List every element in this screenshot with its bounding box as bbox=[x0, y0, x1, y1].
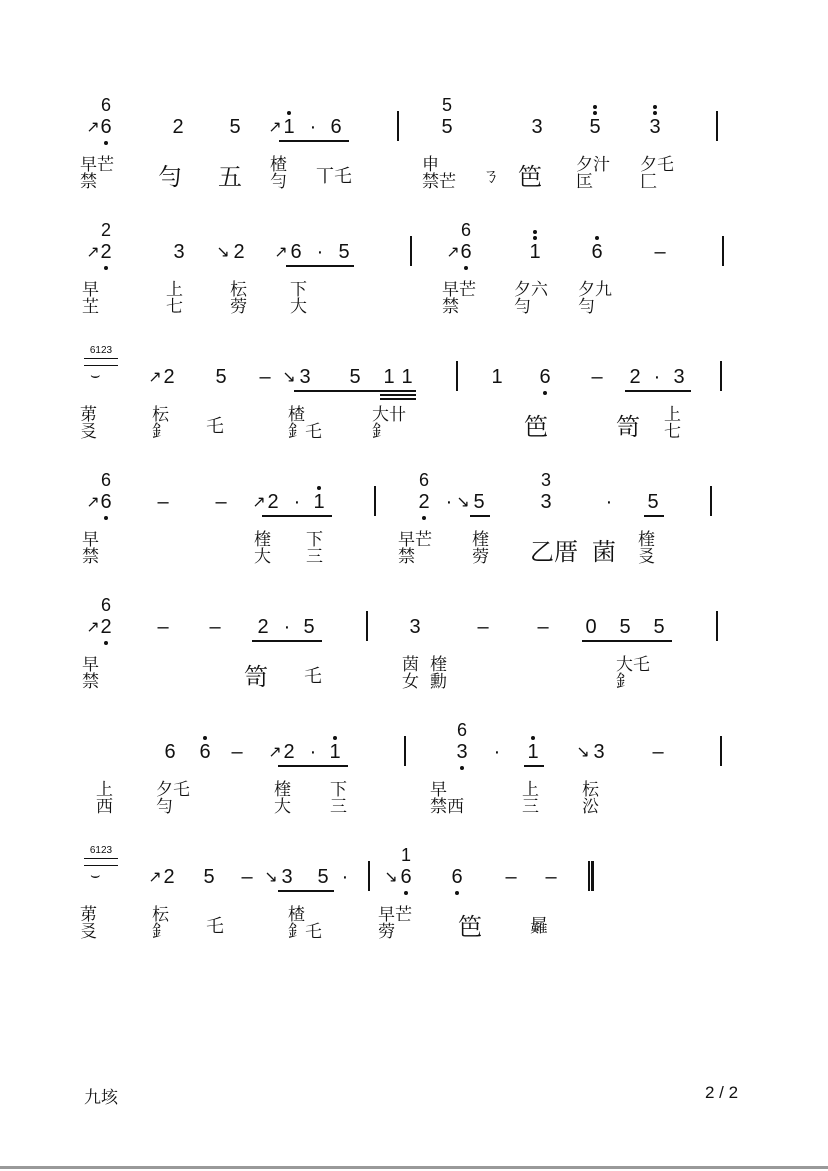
jianzi-row bbox=[0, 157, 828, 205]
slide-up-mark: ↗ bbox=[268, 119, 282, 136]
jianzi-char: 夕乇 勻 bbox=[156, 780, 190, 817]
note: 1 bbox=[329, 741, 341, 763]
note: 2 bbox=[267, 491, 279, 513]
upper-note: 6 bbox=[460, 220, 471, 240]
jianzi-char: 楂 勻 bbox=[270, 155, 287, 192]
note: – bbox=[231, 741, 243, 763]
barline bbox=[716, 111, 718, 141]
slide-up-mark: ↗ bbox=[148, 369, 162, 386]
note: 1 bbox=[401, 366, 413, 388]
upper-note: 3 bbox=[540, 470, 551, 490]
jianzi-char: 下 大 bbox=[290, 280, 307, 317]
jianzi-char: 楏 䓖 bbox=[472, 530, 489, 567]
beam-line bbox=[625, 390, 691, 392]
beam-line bbox=[380, 394, 416, 396]
jianzi-char: 下 三 bbox=[306, 530, 323, 567]
note: 6 bbox=[290, 241, 302, 263]
octave-dot bbox=[455, 891, 459, 895]
ornament-label: 6123 bbox=[89, 845, 113, 856]
ornament-curve: ⌣ bbox=[90, 367, 101, 384]
note: 5 bbox=[303, 616, 315, 638]
jianzi-char: 早 禁 bbox=[82, 655, 99, 692]
jianzi-char: 㬮 bbox=[530, 916, 548, 937]
note: 1 bbox=[491, 366, 503, 388]
octave-dot bbox=[203, 736, 207, 740]
note: 6 bbox=[400, 866, 412, 888]
note: 2 bbox=[163, 866, 175, 888]
jianzi-char: 笆 bbox=[524, 413, 548, 441]
note: · bbox=[309, 741, 317, 763]
octave-dot bbox=[460, 766, 464, 770]
barline bbox=[397, 111, 399, 141]
jianzi-char: 乙厝 bbox=[530, 538, 578, 566]
upper-note: 1 bbox=[400, 845, 411, 865]
note: 6 bbox=[164, 741, 176, 763]
note: 6 bbox=[591, 241, 603, 263]
upper-note: 6 bbox=[418, 470, 429, 490]
octave-dot bbox=[533, 236, 537, 240]
barline bbox=[720, 736, 722, 766]
jianzi-char: 上 七 bbox=[664, 405, 681, 442]
notation-row bbox=[0, 470, 828, 530]
note: · bbox=[605, 491, 613, 513]
note: 6 bbox=[451, 866, 463, 888]
note: 3 bbox=[456, 741, 468, 763]
notation-row bbox=[0, 595, 828, 655]
slide-up-mark: ↗ bbox=[86, 244, 100, 261]
jianzi-char: 夕乇 匚 bbox=[640, 155, 674, 192]
jianzi-char: 楏 勳 bbox=[430, 655, 447, 692]
jianzi-char: ㄋ bbox=[482, 166, 500, 187]
slide-down-mark: ↘ bbox=[456, 494, 470, 511]
note: 6 bbox=[460, 241, 472, 263]
note: 2 bbox=[100, 241, 112, 263]
barline bbox=[720, 361, 722, 391]
jianzi-char: 楂 釒乇 bbox=[288, 905, 322, 942]
upper-note: 6 bbox=[100, 595, 111, 615]
note: · bbox=[653, 366, 661, 388]
jianzi-char: 上 七 bbox=[166, 280, 183, 317]
slide-up-mark: ↗ bbox=[148, 869, 162, 886]
page-number: 2 / 2 bbox=[705, 1083, 739, 1102]
octave-dot bbox=[533, 230, 537, 234]
barline bbox=[404, 736, 406, 766]
score-system-6 bbox=[0, 720, 828, 830]
jianzi-char: 夕六 勻 bbox=[514, 280, 548, 317]
note: 6 bbox=[100, 116, 112, 138]
score-system-7 bbox=[0, 845, 828, 955]
beam-line bbox=[582, 640, 672, 642]
octave-dot bbox=[404, 891, 408, 895]
note: – bbox=[477, 616, 489, 638]
octave-dot bbox=[104, 266, 108, 270]
note: 1 bbox=[527, 741, 539, 763]
jianzi-char: 丅乇 bbox=[316, 166, 352, 187]
barline bbox=[366, 611, 368, 641]
notation-row bbox=[0, 345, 828, 405]
note: – bbox=[157, 491, 169, 513]
note: – bbox=[652, 741, 664, 763]
octave-dot bbox=[593, 105, 597, 109]
note: 6 bbox=[330, 116, 342, 138]
slide-down-mark: ↘ bbox=[264, 869, 278, 886]
note: – bbox=[654, 241, 666, 263]
note: · bbox=[493, 741, 501, 763]
note: 5 bbox=[473, 491, 485, 513]
jianzi-char: 乇 bbox=[206, 916, 224, 937]
piece-title: 九垓 bbox=[84, 1088, 118, 1108]
note: 5 bbox=[317, 866, 329, 888]
slide-down-mark: ↘ bbox=[282, 369, 296, 386]
jianzi-char: 乇 bbox=[206, 416, 224, 437]
beam-line bbox=[294, 390, 416, 392]
jianzi-char: 早 禁 bbox=[82, 530, 99, 567]
octave-dot bbox=[464, 266, 468, 270]
beam-line bbox=[262, 515, 332, 517]
jianzi-char: 乇 bbox=[304, 666, 322, 687]
note: 3 bbox=[281, 866, 293, 888]
jianzi-char: 五 bbox=[218, 163, 242, 191]
beam-line bbox=[252, 640, 322, 642]
note: 2 bbox=[418, 491, 430, 513]
slide-up-mark: ↗ bbox=[86, 494, 100, 511]
barline bbox=[410, 236, 412, 266]
ornament-curve: ⌣ bbox=[90, 867, 101, 884]
jianzi-char: 早芒 禁 bbox=[442, 280, 476, 317]
octave-dot bbox=[653, 111, 657, 115]
note: · bbox=[309, 116, 317, 138]
score-system-5 bbox=[0, 595, 828, 705]
note: · bbox=[293, 491, 301, 513]
notation-row bbox=[0, 845, 828, 905]
octave-dot bbox=[531, 736, 535, 740]
note: 3 bbox=[409, 616, 421, 638]
note: 1 bbox=[313, 491, 325, 513]
jianzi-char: 大卄 釒 bbox=[372, 405, 406, 442]
octave-dot bbox=[653, 105, 657, 109]
note: 6 bbox=[539, 366, 551, 388]
upper-note: 5 bbox=[441, 95, 452, 115]
slide-up-mark: ↗ bbox=[86, 619, 100, 636]
note: 0 bbox=[585, 616, 597, 638]
note: 6 bbox=[199, 741, 211, 763]
octave-dot bbox=[333, 736, 337, 740]
note: – bbox=[259, 366, 271, 388]
note: 2 bbox=[629, 366, 641, 388]
note: 5 bbox=[203, 866, 215, 888]
note: – bbox=[209, 616, 221, 638]
slide-up-mark: ↗ bbox=[274, 244, 288, 261]
slide-down-mark: ↘ bbox=[384, 869, 398, 886]
jianzi-char: 笥 bbox=[244, 663, 268, 691]
note: – bbox=[591, 366, 603, 388]
note: 2 bbox=[163, 366, 175, 388]
jianzi-char: 早 芏 bbox=[82, 280, 99, 317]
note: – bbox=[157, 616, 169, 638]
octave-dot bbox=[422, 516, 426, 520]
note: 2 bbox=[257, 616, 269, 638]
note: – bbox=[241, 866, 253, 888]
note: 5 bbox=[215, 366, 227, 388]
score-system-3 bbox=[0, 345, 828, 455]
beam-line bbox=[278, 890, 334, 892]
note: · bbox=[341, 866, 349, 888]
jianzi-char: 苐 㕛 bbox=[80, 405, 97, 442]
jianzi-char: 楏 大 bbox=[254, 530, 271, 567]
jianzi-char: 枟 㳂 bbox=[582, 780, 599, 817]
beam-line bbox=[644, 515, 664, 517]
jianzi-char: 勻 bbox=[158, 163, 182, 191]
score-system-2 bbox=[0, 220, 828, 330]
slide-up-mark: ↗ bbox=[252, 494, 266, 511]
jianzi-char: 楏 大 bbox=[274, 780, 291, 817]
octave-dot bbox=[104, 141, 108, 145]
jianzi-row bbox=[0, 782, 828, 830]
jianzi-row bbox=[0, 407, 828, 455]
note: 5 bbox=[349, 366, 361, 388]
slide-up-mark: ↗ bbox=[86, 119, 100, 136]
note: 3 bbox=[173, 241, 185, 263]
barline bbox=[374, 486, 376, 516]
note: · bbox=[445, 491, 453, 513]
jianzi-char: 菌 bbox=[592, 538, 616, 566]
jianzi-row bbox=[0, 907, 828, 955]
ornament-figure bbox=[84, 845, 118, 884]
note: 3 bbox=[593, 741, 605, 763]
ornament-lines bbox=[84, 858, 118, 866]
jianzi-char: 上 三 bbox=[522, 780, 539, 817]
jianzi-char: 早芒 禁 bbox=[398, 530, 432, 567]
upper-note: 6 bbox=[456, 720, 467, 740]
ornament-figure bbox=[84, 345, 118, 384]
jianzi-char: 笥 bbox=[616, 413, 640, 441]
octave-dot bbox=[104, 516, 108, 520]
jianzi-char: 下 三 bbox=[330, 780, 347, 817]
beam-line bbox=[286, 265, 354, 267]
final-barline bbox=[588, 861, 594, 891]
jianzi-char: 苐 㕛 bbox=[80, 905, 97, 942]
jianzi-char: 茵 女 bbox=[402, 655, 419, 692]
note: 2 bbox=[283, 741, 295, 763]
note: – bbox=[505, 866, 517, 888]
note: 5 bbox=[589, 116, 601, 138]
note: 5 bbox=[441, 116, 453, 138]
note: 3 bbox=[299, 366, 311, 388]
note: 5 bbox=[653, 616, 665, 638]
jianzi-char: 夕汁 匞 bbox=[576, 155, 610, 192]
ornament-lines bbox=[84, 358, 118, 366]
note: · bbox=[316, 241, 324, 263]
octave-dot bbox=[543, 391, 547, 395]
note: 1 bbox=[283, 116, 295, 138]
slide-up-mark: ↗ bbox=[446, 244, 460, 261]
jianzi-char: 楂 釒乇 bbox=[288, 405, 322, 442]
barline bbox=[710, 486, 712, 516]
barline bbox=[716, 611, 718, 641]
octave-dot bbox=[595, 236, 599, 240]
note: – bbox=[545, 866, 557, 888]
octave-dot bbox=[104, 641, 108, 645]
jianzi-row bbox=[0, 657, 828, 705]
jianzi-char: 笆 bbox=[458, 913, 482, 941]
jianzi-char: 大乇 釒 bbox=[616, 655, 650, 692]
beam-line bbox=[524, 765, 544, 767]
note: – bbox=[215, 491, 227, 513]
jianzi-char: 笆 bbox=[518, 163, 542, 191]
octave-dot bbox=[317, 486, 321, 490]
slide-down-mark: ↘ bbox=[216, 244, 230, 261]
slide-down-mark: ↘ bbox=[576, 744, 590, 761]
jianzi-char: 早芒 禁 bbox=[80, 155, 114, 192]
upper-note: 2 bbox=[100, 220, 111, 240]
note: 5 bbox=[229, 116, 241, 138]
note: 3 bbox=[540, 491, 552, 513]
note: 3 bbox=[673, 366, 685, 388]
ornament-label: 6123 bbox=[89, 345, 113, 356]
note: 2 bbox=[100, 616, 112, 638]
jianzi-char: 早芒 䓖 bbox=[378, 905, 412, 942]
jianzi-char: 枟 釒 bbox=[152, 405, 169, 442]
jianzi-char: 上 西 bbox=[96, 780, 113, 817]
barline bbox=[722, 236, 724, 266]
beam-line bbox=[380, 398, 416, 400]
notation-row bbox=[0, 95, 828, 155]
note: 6 bbox=[100, 491, 112, 513]
score-system-1 bbox=[0, 95, 828, 205]
jianzi-char: 楏 㕛 bbox=[638, 530, 655, 567]
notation-row bbox=[0, 220, 828, 280]
note: 1 bbox=[383, 366, 395, 388]
note: 1 bbox=[529, 241, 541, 263]
barline bbox=[456, 361, 458, 391]
note: – bbox=[537, 616, 549, 638]
note: 3 bbox=[649, 116, 661, 138]
page-bottom-edge bbox=[0, 1166, 828, 1169]
beam-line bbox=[278, 765, 348, 767]
notation-row bbox=[0, 720, 828, 780]
upper-note: 6 bbox=[100, 470, 111, 490]
beam-line bbox=[279, 140, 349, 142]
note: 2 bbox=[233, 241, 245, 263]
note: 5 bbox=[647, 491, 659, 513]
beam-line bbox=[470, 515, 490, 517]
jianzi-char: 早 禁西 bbox=[430, 780, 464, 817]
octave-dot bbox=[287, 111, 291, 115]
jianzi-char: 枟 䓖 bbox=[230, 280, 247, 317]
note: 3 bbox=[531, 116, 543, 138]
octave-dot bbox=[593, 111, 597, 115]
slide-up-mark: ↗ bbox=[268, 744, 282, 761]
note: 5 bbox=[338, 241, 350, 263]
score-system-4 bbox=[0, 470, 828, 580]
jianzi-row bbox=[0, 282, 828, 330]
jianzi-row bbox=[0, 532, 828, 580]
upper-note: 6 bbox=[100, 95, 111, 115]
jianzi-char: 枟 釒 bbox=[152, 905, 169, 942]
barline bbox=[368, 861, 370, 891]
jianzi-char: 申 禁芒 bbox=[422, 155, 456, 192]
jianzi-char: 夕九 勻 bbox=[578, 280, 612, 317]
note: · bbox=[283, 616, 291, 638]
note: 5 bbox=[619, 616, 631, 638]
note: 2 bbox=[172, 116, 184, 138]
